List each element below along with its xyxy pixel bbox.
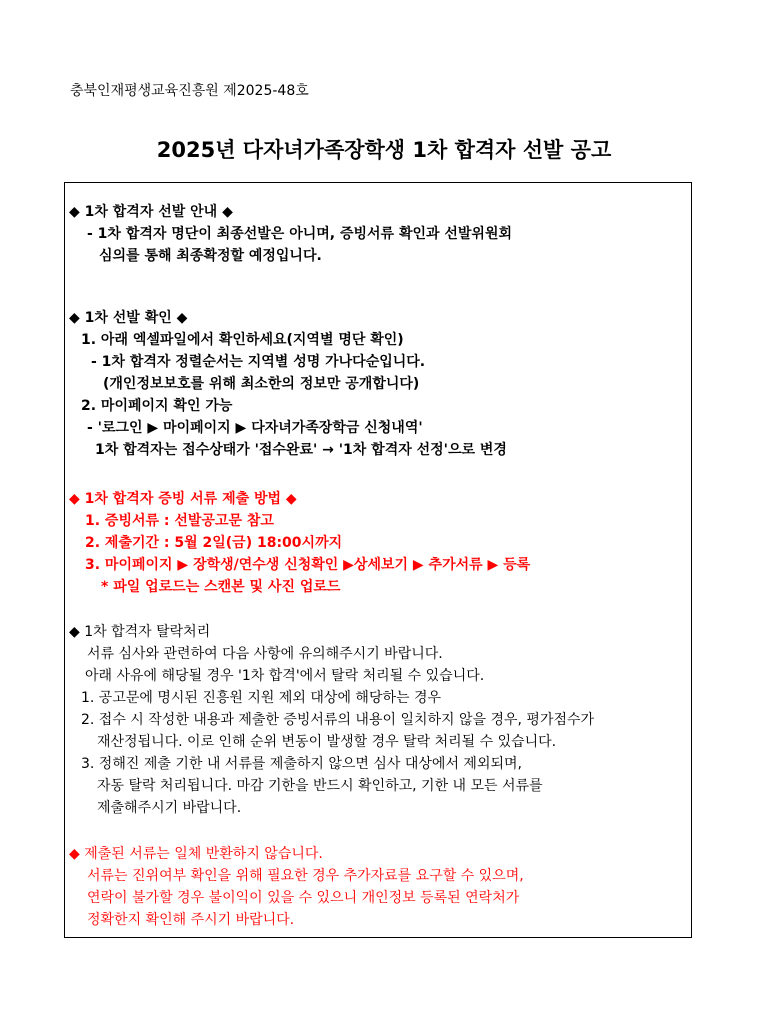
text-line: 1. 공고문에 명시된 진흥원 지원 제외 대상에 해당하는 경우 bbox=[81, 690, 442, 706]
text-line: 2. 제출기간 : 5월 2일(금) 18:00시까지 bbox=[85, 535, 343, 551]
text-line: - 1차 합격자 정렬순서는 지역별 성명 가나다순입니다. bbox=[91, 354, 426, 370]
text-line: 2. 마이페이지 확인 가능 bbox=[81, 398, 233, 414]
page-title: 2025년 다자녀가족장학생 1차 합격자 선발 공고 bbox=[156, 138, 612, 162]
text-line: 서류 심사와 관련하여 다음 사항에 유의해주시기 바랍니다. bbox=[87, 646, 443, 662]
section-heading: ◆ 1차 선발 확인 ◆ bbox=[69, 310, 188, 326]
section-heading: ◆ 제출된 서류는 일체 반환하지 않습니다. bbox=[69, 846, 323, 862]
text-line: 1차 합격자는 접수상태가 '접수완료' → '1차 합격자 선정'으로 변경 bbox=[95, 442, 507, 458]
section-heading: ◆ 1차 합격자 선발 안내 ◆ bbox=[69, 204, 233, 220]
text-line: 서류는 진위여부 확인을 위해 필요한 경우 추가자료를 요구할 수 있으며, bbox=[87, 868, 524, 884]
section-heading: ◆ 1차 합격자 탈락처리 bbox=[69, 624, 211, 640]
text-line: 심의를 통해 최종확정할 예정입니다. bbox=[99, 248, 322, 264]
text-line: 3. 정해진 제출 기한 내 서류를 제출하지 않으면 심사 대상에서 제외되며, bbox=[81, 756, 522, 772]
text-line: * 파일 업로드는 스캔본 및 사진 업로드 bbox=[101, 579, 341, 595]
text-line: 2. 접수 시 작성한 내용과 제출한 증빙서류의 내용이 일치하지 않을 경우, 평가점수가 bbox=[81, 712, 595, 728]
text-line: 자동 탈락 처리됩니다. 마감 기한을 반드시 확인하고, 기한 내 모든 서류를 bbox=[97, 778, 543, 794]
text-line: 아래 사유에 해당될 경우 '1차 합격'에서 탈락 처리될 수 있습니다. bbox=[85, 668, 485, 684]
text-line: 정확한지 확인해 주시기 바랍니다. bbox=[87, 912, 295, 928]
text-line: (개인정보보호를 위해 최소한의 정보만 공개합니다) bbox=[103, 376, 420, 392]
text-line: 3. 마이페이지 ▶ 장학생/연수생 신청확인 ▶상세보기 ▶ 추가서류 ▶ 등록 bbox=[85, 557, 531, 573]
document-number: 충북인재평생교육진흥원 제2025-48호 bbox=[70, 83, 309, 99]
text-line: 연락이 불가할 경우 불이익이 있을 수 있으니 개인정보 등록된 연락처가 bbox=[87, 890, 520, 906]
text-line: 재산정됩니다. 이로 인해 순위 변동이 발생할 경우 탈락 처리될 수 있습니다. bbox=[97, 734, 557, 750]
text-line: - '로그인 ▶ 마이페이지 ▶ 다자녀가족장학금 신청내역' bbox=[87, 420, 423, 436]
text-line: 제출해주시기 바랍니다. bbox=[97, 800, 242, 816]
section-heading: ◆ 1차 합격자 증빙 서류 제출 방법 ◆ bbox=[69, 491, 297, 507]
notice-box bbox=[64, 182, 692, 938]
text-line: 1. 아래 엑셀파일에서 확인하세요(지역별 명단 확인) bbox=[81, 332, 404, 348]
text-line: - 1차 합격자 명단이 최종선발은 아니며, 증빙서류 확인과 선발위원회 bbox=[87, 226, 513, 242]
text-line: 1. 증빙서류 : 선발공고문 참고 bbox=[85, 513, 274, 529]
